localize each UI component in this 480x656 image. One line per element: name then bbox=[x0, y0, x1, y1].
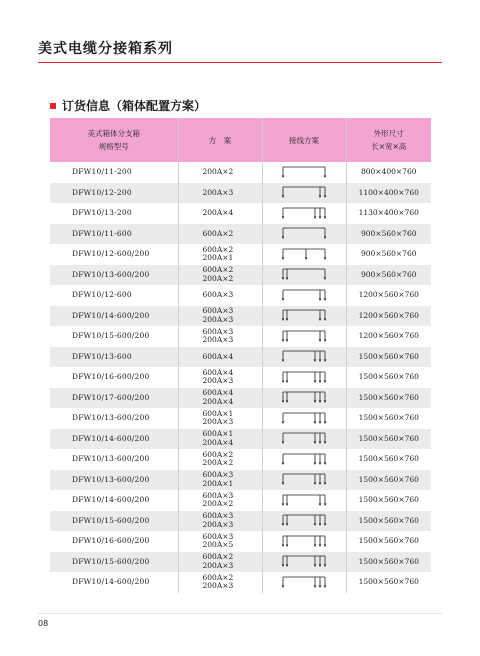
model-cell: DFW10/14-600/200 bbox=[50, 306, 178, 327]
table-row bbox=[50, 511, 431, 532]
wiring-diagram-icon bbox=[280, 472, 328, 487]
column-header-line: 美式箱体分支箱 bbox=[87, 129, 140, 138]
table-row bbox=[50, 306, 431, 327]
table-row bbox=[50, 162, 431, 183]
dimension-cell: 1130×400×760 bbox=[346, 203, 431, 224]
wiring-diagram-icon bbox=[280, 349, 328, 364]
table-row bbox=[50, 408, 431, 429]
plan-cell bbox=[178, 203, 262, 224]
dimension-cell: 800×400×760 bbox=[346, 162, 431, 183]
plan-line: 600A×4 bbox=[202, 388, 234, 398]
plan-line: 200A×3 bbox=[202, 376, 234, 386]
wiring-cell bbox=[262, 285, 346, 306]
model-cell: DFW10/11-200 bbox=[72, 167, 132, 176]
model-cell: DFW10/15-600/200 bbox=[50, 552, 178, 573]
plan-line: 200A×4 bbox=[202, 396, 234, 406]
plan-line: 200A×3 bbox=[202, 417, 234, 427]
table-row bbox=[50, 203, 431, 224]
model-cell: DFW10/12-200 bbox=[50, 183, 178, 204]
red-square-bullet-icon bbox=[50, 103, 56, 109]
wiring-cell bbox=[262, 183, 346, 204]
plan-line: 200A×3 bbox=[202, 581, 234, 591]
wiring-cell bbox=[262, 572, 346, 593]
plan-line: 200A×3 bbox=[202, 519, 234, 529]
wiring-cell bbox=[262, 326, 346, 347]
plan-cell bbox=[178, 449, 262, 470]
wiring-diagram-icon bbox=[280, 390, 328, 405]
dimension-cell: 1500×560×760 bbox=[346, 429, 431, 450]
wiring-diagram-icon bbox=[280, 411, 328, 426]
plan-line: 600A×2 bbox=[202, 228, 234, 238]
plan-line: 600A×2 bbox=[202, 552, 234, 562]
wiring-diagram-icon bbox=[280, 513, 328, 528]
plan-line: 200A×4 bbox=[202, 208, 234, 217]
model-cell: DFW10/17-600/200 bbox=[50, 388, 178, 409]
wiring-diagram-icon bbox=[280, 554, 328, 569]
plan-line: 600A×4 bbox=[202, 351, 234, 361]
table-row bbox=[50, 244, 431, 265]
wiring-diagram-icon bbox=[280, 534, 328, 549]
wiring-cell bbox=[262, 490, 346, 511]
plan-line: 600A×3 bbox=[202, 470, 234, 480]
plan-cell bbox=[178, 265, 262, 286]
column-header-line: 外形尺寸 bbox=[373, 129, 404, 138]
table-header-row bbox=[50, 118, 431, 162]
plan-cell bbox=[178, 224, 262, 245]
wiring-diagram-icon bbox=[280, 247, 328, 262]
wiring-diagram-icon bbox=[280, 493, 328, 508]
plan-line: 200A×3 bbox=[202, 187, 234, 197]
table-row bbox=[50, 347, 431, 368]
model-cell: DFW10/14-600/200 bbox=[50, 429, 178, 450]
plan-line: 600A×1 bbox=[202, 429, 234, 439]
dimension-cell: 1200×560×760 bbox=[346, 326, 431, 347]
table-row bbox=[50, 531, 431, 552]
section-title: 订货信息（箱体配置方案） bbox=[62, 99, 207, 113]
wiring-cell bbox=[262, 552, 346, 573]
column-header-3 bbox=[346, 118, 431, 162]
plan-line: 600A×2 bbox=[202, 449, 234, 459]
plan-line: 200A×3 bbox=[202, 560, 234, 570]
model-cell: DFW10/14-600/200 bbox=[72, 495, 150, 504]
plan-line: 200A×1 bbox=[202, 253, 234, 263]
column-header-2 bbox=[262, 118, 346, 162]
wiring-diagram-icon bbox=[280, 370, 328, 385]
wiring-diagram-icon bbox=[280, 329, 328, 344]
wiring-cell bbox=[262, 531, 346, 552]
table-row bbox=[50, 429, 431, 450]
dimension-cell: 1500×560×760 bbox=[346, 408, 431, 429]
dimension-cell: 1500×560×760 bbox=[346, 470, 431, 491]
wiring-diagram-icon bbox=[280, 288, 328, 303]
title-rule bbox=[38, 62, 442, 63]
wiring-cell bbox=[262, 470, 346, 491]
column-header-line: 长×宽×高 bbox=[371, 142, 407, 151]
plan-cell bbox=[178, 285, 262, 306]
wiring-cell bbox=[262, 429, 346, 450]
plan-line: 200A×3 bbox=[202, 314, 234, 324]
wiring-cell bbox=[262, 162, 346, 183]
plan-cell bbox=[178, 429, 262, 450]
wiring-cell bbox=[262, 408, 346, 429]
dimension-cell: 900×560×760 bbox=[346, 244, 431, 265]
wiring-diagram-icon bbox=[280, 308, 328, 323]
plan-line: 200A×3 bbox=[202, 335, 234, 345]
plan-line: 600A×4 bbox=[202, 367, 234, 377]
section-heading bbox=[50, 97, 206, 114]
table-row bbox=[50, 490, 431, 511]
plan-cell bbox=[178, 511, 262, 532]
plan-cell bbox=[178, 408, 262, 429]
table-row bbox=[50, 552, 431, 573]
dimension-cell: 1500×560×760 bbox=[346, 552, 431, 573]
wiring-diagram-icon bbox=[280, 267, 328, 282]
page-title: 美式电缆分接箱系列 bbox=[38, 41, 173, 57]
plan-cell bbox=[178, 552, 262, 573]
plan-line: 600A×3 bbox=[202, 511, 234, 521]
wiring-cell bbox=[262, 511, 346, 532]
model-cell: DFW10/12-600 bbox=[72, 290, 132, 299]
dimension-cell: 900×560×760 bbox=[346, 265, 431, 286]
plan-line: 200A×4 bbox=[202, 437, 234, 447]
plan-line: 600A×3 bbox=[202, 490, 234, 500]
table-row bbox=[50, 265, 431, 286]
wiring-cell bbox=[262, 224, 346, 245]
dimension-cell: 1500×560×760 bbox=[346, 490, 431, 511]
table-row bbox=[50, 224, 431, 245]
plan-cell bbox=[178, 326, 262, 347]
wiring-cell bbox=[262, 388, 346, 409]
model-cell: DFW10/16-600/200 bbox=[72, 372, 150, 381]
column-header-line: 接线方案 bbox=[289, 135, 319, 145]
table-row bbox=[50, 326, 431, 347]
plan-cell bbox=[178, 367, 262, 388]
column-header-1 bbox=[178, 118, 262, 162]
wiring-diagram-icon bbox=[280, 165, 328, 180]
column-header-0 bbox=[50, 118, 178, 162]
model-cell: DFW10/13-600/200 bbox=[50, 470, 178, 491]
dimension-cell: 1500×560×760 bbox=[346, 347, 431, 368]
model-cell: DFW10/11-600 bbox=[50, 224, 178, 245]
column-header-line: 规格型号 bbox=[98, 142, 129, 151]
dimension-cell: 1500×560×760 bbox=[346, 531, 431, 552]
wiring-diagram-icon bbox=[280, 575, 328, 590]
model-cell: DFW10/12-600/200 bbox=[72, 249, 150, 258]
dimension-cell: 1200×560×760 bbox=[346, 306, 431, 327]
dimension-cell: 1500×560×760 bbox=[346, 511, 431, 532]
wiring-diagram-icon bbox=[280, 206, 328, 221]
table-row bbox=[50, 285, 431, 306]
model-cell: DFW10/15-600/200 bbox=[50, 511, 178, 532]
plan-line: 600A×2 bbox=[202, 572, 234, 582]
wiring-cell bbox=[262, 347, 346, 368]
plan-cell bbox=[178, 572, 262, 593]
wiring-diagram-icon bbox=[280, 185, 328, 200]
model-cell: DFW10/13-600/200 bbox=[72, 413, 150, 422]
wiring-cell bbox=[262, 449, 346, 470]
page-number: 08 bbox=[38, 619, 49, 628]
plan-line: 600A×1 bbox=[202, 408, 234, 418]
plan-cell bbox=[178, 388, 262, 409]
dimension-cell: 1500×560×760 bbox=[346, 388, 431, 409]
plan-cell bbox=[178, 531, 262, 552]
plan-cell bbox=[178, 306, 262, 327]
dimension-cell: 1100×400×760 bbox=[346, 183, 431, 204]
table-row bbox=[50, 572, 431, 593]
wiring-diagram-icon bbox=[280, 226, 328, 241]
dimension-cell: 1500×560×760 bbox=[346, 572, 431, 593]
plan-line: 600A×2 bbox=[202, 265, 234, 275]
plan-line: 200A×2 bbox=[202, 458, 234, 468]
wiring-diagram-icon bbox=[280, 452, 328, 467]
model-cell: DFW10/13-200 bbox=[72, 208, 132, 217]
wiring-cell bbox=[262, 306, 346, 327]
dimension-cell: 1500×560×760 bbox=[346, 449, 431, 470]
plan-line: 600A×3 bbox=[202, 306, 234, 316]
wiring-cell bbox=[262, 244, 346, 265]
model-cell: DFW10/13-600/200 bbox=[50, 265, 178, 286]
plan-line: 200A×1 bbox=[202, 478, 234, 488]
wiring-cell bbox=[262, 265, 346, 286]
plan-cell bbox=[178, 347, 262, 368]
model-cell: DFW10/16-600/200 bbox=[72, 536, 150, 545]
table-row bbox=[50, 470, 431, 491]
table-row bbox=[50, 449, 431, 470]
plan-cell bbox=[178, 244, 262, 265]
model-cell: DFW10/15-600/200 bbox=[72, 331, 150, 340]
table-row bbox=[50, 388, 431, 409]
plan-line: 200A×5 bbox=[202, 540, 234, 550]
plan-cell bbox=[178, 490, 262, 511]
plan-line: 600A×3 bbox=[202, 531, 234, 541]
model-cell: DFW10/13-600 bbox=[50, 347, 178, 368]
dimension-cell: 900×560×760 bbox=[346, 224, 431, 245]
order-info-table bbox=[50, 118, 431, 593]
plan-line: 600A×3 bbox=[202, 290, 234, 299]
dimension-cell: 1500×560×760 bbox=[346, 367, 431, 388]
table-row bbox=[50, 367, 431, 388]
plan-cell bbox=[178, 183, 262, 204]
wiring-cell bbox=[262, 203, 346, 224]
plan-line: 200A×2 bbox=[202, 273, 234, 283]
plan-line: 600A×2 bbox=[202, 244, 234, 254]
model-cell: DFW10/14-600/200 bbox=[72, 577, 150, 586]
model-cell: DFW10/13-600/200 bbox=[72, 454, 150, 463]
table-body bbox=[50, 162, 431, 593]
wiring-diagram-icon bbox=[280, 431, 328, 446]
plan-line: 600A×3 bbox=[202, 326, 234, 336]
dimension-cell: 1200×560×760 bbox=[346, 285, 431, 306]
wiring-cell bbox=[262, 367, 346, 388]
column-header-line: 方 案 bbox=[208, 135, 232, 145]
table-row bbox=[50, 183, 431, 204]
plan-line: 200A×2 bbox=[202, 167, 234, 176]
plan-line: 200A×2 bbox=[202, 499, 234, 509]
plan-cell bbox=[178, 470, 262, 491]
plan-cell bbox=[178, 162, 262, 183]
footer-rule bbox=[38, 613, 442, 614]
